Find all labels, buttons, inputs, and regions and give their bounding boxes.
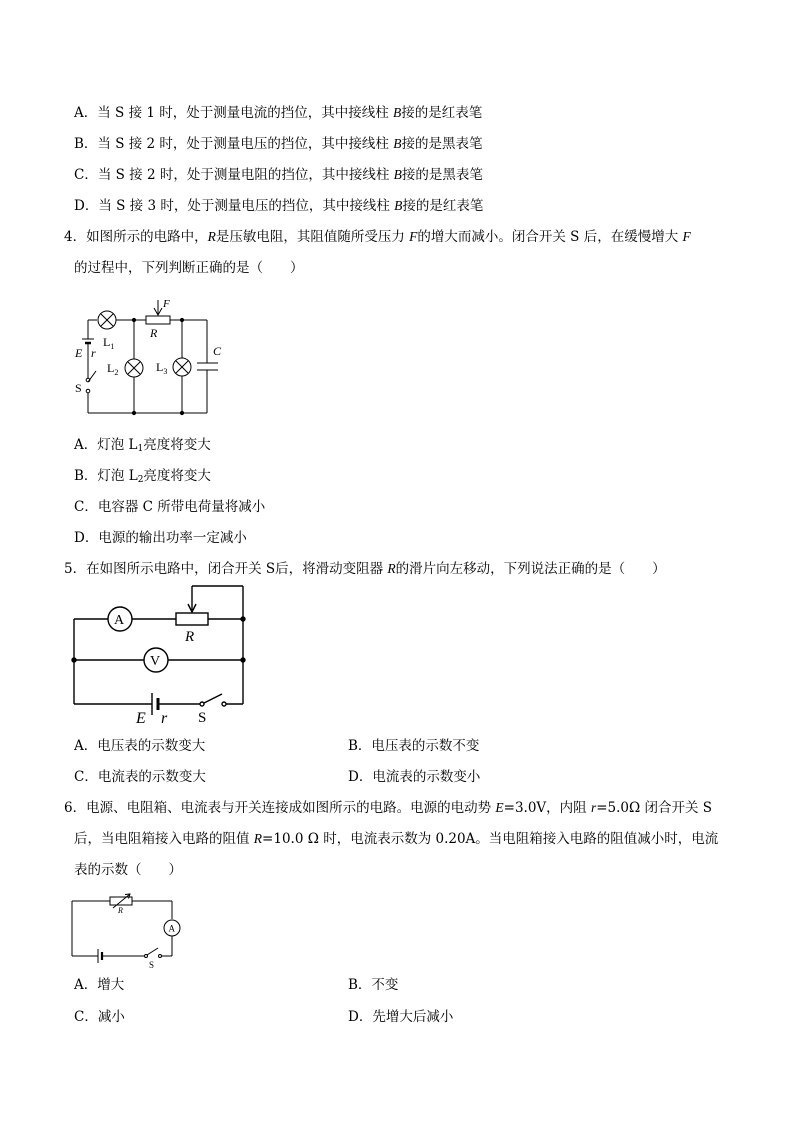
q6-ammeter-label: A xyxy=(168,923,175,934)
q4-option-b: B．灯泡 $L_2$亮度将变大 xyxy=(74,468,211,485)
q3-option-d: D．当 S 接 3 时，处于测量电压的挡位，其中接线柱 B接的是红表笔 xyxy=(74,198,484,214)
q4-label-L2: $L_2$ xyxy=(107,361,119,377)
q5-stem: 5．在如图所示电路中，闭合开关 S后，将滑动变阻器 R的滑片向左移动，下列说法正确的是（ ） xyxy=(64,561,666,577)
q4-option-d: D．电源的输出功率一定减小 xyxy=(74,530,247,546)
q6-option-d: D．先增大后减小 xyxy=(348,1009,454,1025)
q4-circuit-figure xyxy=(72,292,222,417)
q6-option-a: A．增大 xyxy=(74,977,125,993)
q5-option-c: C．电流表的示数变大 xyxy=(74,769,206,785)
q3-option-c: C．当 S 接 2 时，处于测量电阻的挡位，其中接线柱 B接的是黑表笔 xyxy=(74,167,483,183)
q4-stem-line1: 4．如图所示的电路中，R是压敏电阻，其阻值随所受压力 F的增大而减小。闭合开关 S 后，在缓慢增大 F xyxy=(64,229,691,245)
q6-stem-line3: 表的示数（ ） xyxy=(74,862,182,878)
q5-label-S: S xyxy=(198,710,207,726)
q5-option-d: D．电流表的示数变小 xyxy=(348,769,481,785)
q4-option-a: A．灯泡 $L_1$亮度将变大 xyxy=(74,437,211,454)
q4-label-R: R xyxy=(150,326,158,340)
q4-stem-line2: 的过程中，下列判断正确的是（ ） xyxy=(74,260,304,276)
q5-option-b: B．电压表的示数不变 xyxy=(348,738,480,754)
q4-label-L3: $L_3$ xyxy=(156,360,168,376)
q5-label-r: r xyxy=(161,710,168,727)
q4-label-C: C xyxy=(213,344,222,358)
q5-label-E: E xyxy=(136,710,146,727)
q4-option-c: C．电容器 C 所带电荷量将减小 xyxy=(74,499,266,515)
q6-stem-line2: 后，当电阻箱接入电路的阻值 R=10.0 Ω 时，电流表示数为 0.20A。当电阻箱接入电路的阻值减小时，电流 xyxy=(74,831,719,847)
q3-option-b: B．当 S 接 2 时，处于测量电压的挡位，其中接线柱 B接的是黑表笔 xyxy=(74,136,483,152)
q6-circuit-figure xyxy=(70,893,190,968)
q4-label-L1: $L_1$ xyxy=(103,335,115,351)
q5-option-a: A．电压表的示数变大 xyxy=(74,738,206,754)
q6-option-b: B．不变 xyxy=(348,977,399,993)
q4-label-S: S xyxy=(75,381,82,395)
q5-ammeter-label: A xyxy=(114,613,125,628)
q6-stem-line1: 6．电源、电阻箱、电流表与开关连接成如图所示的电路。电源的电动势 E=3.0V，内阻 r=5.0Ω 闭合开关 S xyxy=(64,800,713,816)
q4-label-F: F xyxy=(163,298,170,310)
q4-label-E: E xyxy=(75,346,83,360)
q5-rheostat-label: R xyxy=(185,629,195,645)
q5-voltmeter-label: V xyxy=(150,654,161,669)
q6-switch-label: S xyxy=(149,960,155,970)
q6-resistor-label: R xyxy=(118,906,123,915)
q5-circuit-figure xyxy=(72,584,252,727)
q6-option-c: C．减小 xyxy=(74,1009,125,1025)
q4-label-r: r xyxy=(91,346,96,360)
q3-option-a: A．当 S 接 1 时，处于测量电流的挡位，其中接线柱 B接的是红表笔 xyxy=(74,105,483,121)
